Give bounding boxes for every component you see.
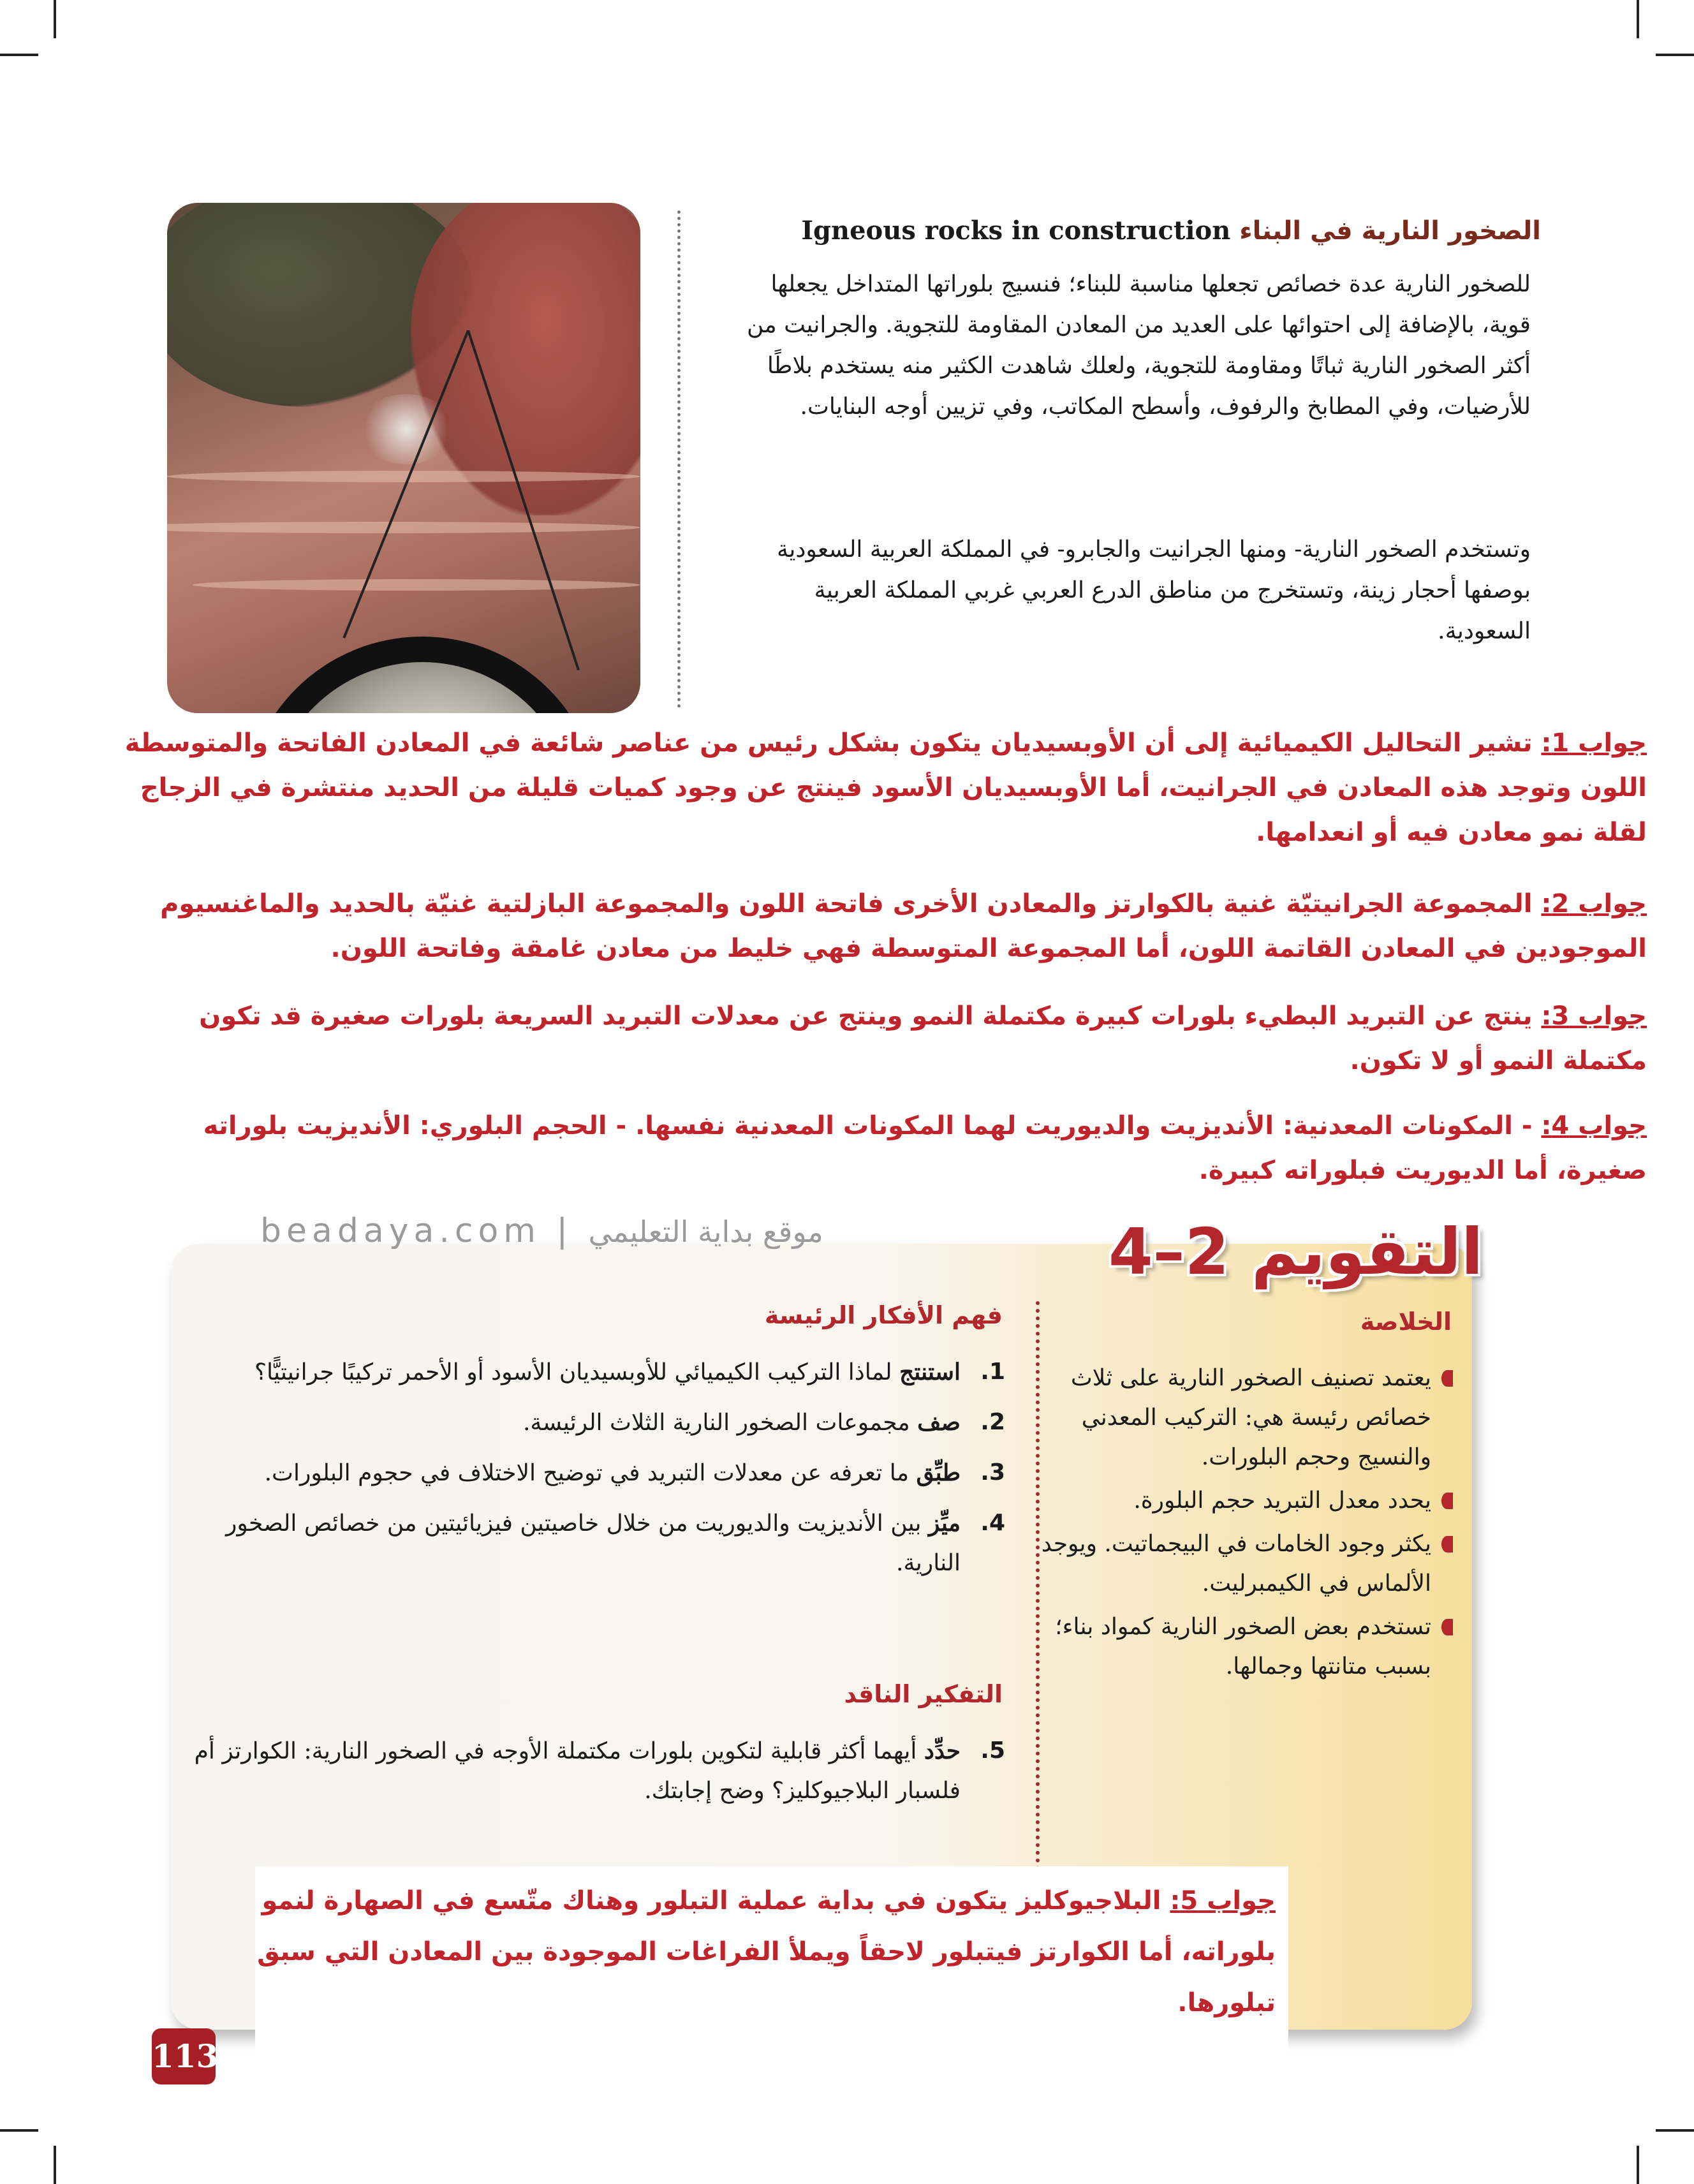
column-divider xyxy=(677,210,681,708)
answer-label: جواب 5: xyxy=(1170,1886,1276,1915)
answer-3 xyxy=(116,994,1647,1083)
section-heading xyxy=(776,216,1541,246)
question-verb: صف xyxy=(917,1409,961,1436)
answer-label: جواب 2: xyxy=(1541,889,1647,919)
crop-mark xyxy=(1656,54,1694,56)
bullet-icon xyxy=(1441,1536,1453,1553)
crop-mark xyxy=(1637,2146,1639,2184)
section-title-en: Igneous rocks in construction xyxy=(801,216,1231,246)
watermark-separator: | xyxy=(556,1212,573,1250)
question-item xyxy=(157,1352,1005,1392)
bullet-icon xyxy=(1441,1493,1453,1509)
question-item xyxy=(157,1403,1005,1443)
question-text: ما تعرفه عن معدلات التبريد في توضيح الاختلاف في حجوم البلورات. xyxy=(264,1460,917,1486)
photo-terrace xyxy=(193,579,640,591)
bullet-icon xyxy=(1441,1619,1453,1635)
photo-terrace xyxy=(167,522,640,533)
crop-mark xyxy=(54,0,56,38)
question-number: 1. xyxy=(980,1359,1005,1385)
answer-2 xyxy=(116,882,1647,971)
question-text: لماذا التركيب الكيميائي للأوبسيديان الأسود أو الأحمر تركيبًا جرانيتيًّا؟ xyxy=(254,1359,899,1385)
answer-label: جواب 3: xyxy=(1541,1001,1647,1031)
answer-label: جواب 4: xyxy=(1541,1111,1647,1140)
answer-text: البلاجيوكليز يتكون في بداية عملية التبلور وهناك متّسع في الصهارة لنمو بلوراته، أما الكوارتز فيتبلور لاحقاً ويملأ الفراغات الموجودة بين المعادن التي سبق تبلورها. xyxy=(257,1886,1276,2018)
summary-item: يعتمد تصنيف الصخور النارية على ثلاث خصائص رئيسة هي: التركيب المعدني والنسيج وحجم البلورات. xyxy=(1019,1359,1453,1477)
review-title: التقويم 2–4 xyxy=(1108,1214,1484,1289)
answer-1 xyxy=(116,721,1647,855)
questions-list xyxy=(157,1352,1005,1593)
summary-item: يحدد معدل التبريد حجم البلورة. xyxy=(1019,1481,1453,1521)
question-item xyxy=(157,1453,1005,1493)
section-paragraph-1: للصخور النارية عدة خصائص تجعلها مناسبة للبناء؛ فنسيج بلوراتها المتداخل يجعلها قوية، بالإضافة إلى احتوائها على العديد من المعادن المقاومة للتجوية. والجرانيت من أكثر الصخور النارية ثباتًا ومقاومة للتجوية، ولعلك شاهدت الكثير منه يستخدم بلاطًا للأرضيات، وفي المطابخ والرفوف، وأسطح المكاتب، وفي تزيين أوجه البنايات. xyxy=(747,271,1531,420)
answer-text: تشير التحاليل الكيميائية إلى أن الأوبسيديان يتكون بشكل رئيس من عناصر شائعة في المعادن الفاتحة والمتوسطة اللون وتوجد هذه المعادن في الجرانيت، أما الأوبسيديان الأسود فينتج عن وجود كميات قليلة من الحديد منتشرة في الزجاج لقلة نمو معادن فيه أو انعدامها. xyxy=(124,728,1647,847)
question-item xyxy=(157,1503,1005,1583)
question-text: مجموعات الصخور النارية الثلاث الرئيسة. xyxy=(522,1410,918,1436)
summary-item: تستخدم بعض الصخور النارية كمواد بناء؛ بسبب متانتها وجمالها. xyxy=(1019,1607,1453,1686)
question-number: 2. xyxy=(980,1409,1005,1435)
page-number: 113 xyxy=(152,2028,216,2084)
quarry-photo xyxy=(167,203,640,713)
watermark-name: موقع بداية التعليمي xyxy=(588,1214,823,1249)
question-text: بين الأنديزيت والديوريت من خلال خاصيتين فيزيائيتين من خصائص الصخور النارية. xyxy=(225,1510,961,1576)
answer-text: - المكونات المعدنية: الأنديزيت والديوريت لهما المكونات المعدنية نفسها. - الحجم البلوري: الأنديزيت بلوراته صغيرة، أما الديوريت فبلوراته كبيرة. xyxy=(203,1111,1647,1185)
specimen-surface xyxy=(269,662,575,713)
summary-list xyxy=(1019,1359,1453,1690)
section-paragraph-2: وتستخدم الصخور النارية- ومنها الجرانيت والجابرو- في المملكة العربية السعودية بوصفها أحجار زينة، وتستخرج من مناطق الدرع العربي غربي المملكة العربية السعودية. xyxy=(777,536,1531,644)
answer-label: جواب 1: xyxy=(1541,728,1647,758)
question-verb: استنتج xyxy=(899,1359,961,1385)
answer-5 xyxy=(255,1875,1276,2028)
question-number: 5. xyxy=(980,1738,1005,1764)
crop-mark xyxy=(0,54,38,56)
question-verb: ميِّز xyxy=(928,1510,961,1537)
photo-steam xyxy=(358,394,454,464)
crop-mark xyxy=(1656,2129,1694,2132)
crop-mark xyxy=(0,2129,38,2132)
critical-thinking-heading: التفكير الناقد xyxy=(844,1680,1003,1708)
critical-questions-list xyxy=(157,1731,1005,1821)
crop-mark xyxy=(54,2146,56,2184)
watermark xyxy=(260,1212,823,1250)
question-verb: طبِّق xyxy=(916,1459,961,1486)
question-number: 3. xyxy=(980,1459,1005,1486)
summary-heading: الخلاصة xyxy=(1360,1308,1452,1336)
photo-terrace xyxy=(167,471,640,482)
question-item xyxy=(157,1731,1005,1811)
question-text: أيهما أكثر قابلية لتكوين بلورات مكتملة الأوجه في الصخور النارية: الكوارتز أم فلسبار البلاجيوكليز؟ وضح إجابتك. xyxy=(194,1738,961,1804)
section-title-ar: الصخور النارية في البناء xyxy=(1239,216,1541,246)
main-ideas-heading: فهم الأفكار الرئيسة xyxy=(764,1301,1003,1329)
obsidian-specimen xyxy=(244,637,601,713)
watermark-site: beadaya.com xyxy=(260,1212,541,1250)
bullet-icon xyxy=(1441,1370,1453,1387)
question-verb: حدِّد xyxy=(924,1738,961,1764)
answer-4 xyxy=(116,1103,1647,1193)
question-number: 4. xyxy=(980,1510,1005,1536)
photo-cliff xyxy=(411,203,640,515)
summary-item: يكثر وجود الخامات في البيجماتيت. ويوجد الألماس في الكيمبرليت. xyxy=(1019,1524,1453,1604)
answer-text: ينتج عن التبريد البطيء بلورات كبيرة مكتملة النمو وينتج عن معدلات التبريد السريعة بلورات صغيرة قد تكون مكتملة النمو أو لا تكون. xyxy=(199,1001,1647,1075)
answer-text: المجموعة الجرانيتيّة غنية بالكوارتز والمعادن الأخرى فاتحة اللون والمجموعة البازلتية غنيّة بالحديد والماغنسيوم الموجودين في المعادن القاتمة اللون، أما المجموعة المتوسطة فهي خليط من معادن غامقة وفاتحة اللون. xyxy=(160,889,1647,963)
crop-mark xyxy=(1637,0,1639,38)
